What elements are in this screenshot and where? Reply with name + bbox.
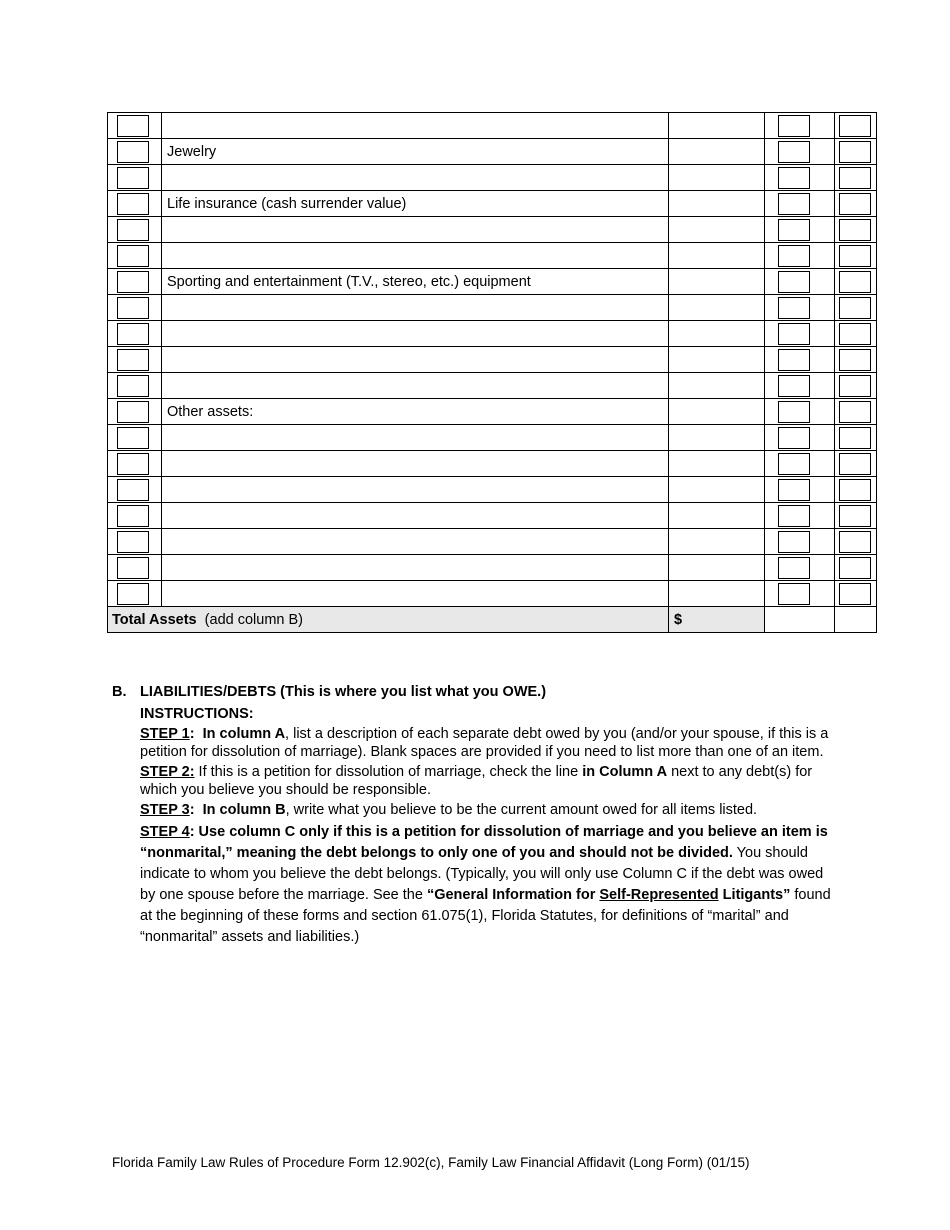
asset-value-field[interactable]: [669, 477, 765, 503]
column-c-checkbox-1[interactable]: [778, 349, 810, 371]
column-c-wife-cell: [835, 191, 877, 217]
column-a-checkbox[interactable]: [117, 167, 149, 189]
column-c-checkbox-1[interactable]: [778, 219, 810, 241]
column-c-wife-cell: [835, 529, 877, 555]
column-c-checkbox-2[interactable]: [839, 531, 871, 553]
asset-row: [108, 295, 877, 321]
asset-value-field[interactable]: [669, 425, 765, 451]
asset-value-field[interactable]: [669, 191, 765, 217]
column-c-husband-cell: [765, 373, 835, 399]
asset-description[interactable]: [162, 425, 669, 451]
column-c-husband-cell: [765, 555, 835, 581]
total-assets-value[interactable]: $: [669, 607, 765, 633]
column-c-husband-cell: [765, 321, 835, 347]
column-c-wife-cell: [835, 165, 877, 191]
asset-row: [108, 477, 877, 503]
column-c-checkbox-2[interactable]: [839, 505, 871, 527]
asset-row: [108, 503, 877, 529]
column-c-wife-cell: [835, 555, 877, 581]
column-c-husband-cell: [765, 477, 835, 503]
step-4: STEP 4: Use column C only if this is a petition for dissolution of marriage and you believe an item is “nonmarital,” meaning the debt belongs to only one of you and should not be divided. You should indicate to whom you believe the debt belongs. (Typically, you will only use Column C if the debt was owed by one spouse before the marriage. See the “General Information for Self-Represented Litigants” found at the beginning of these forms and section 61.075(1), Florida Statutes, for definitions of “marital” and “nonmarital” assets and liabilities.): [140, 824, 831, 945]
column-c-husband-cell: [765, 113, 835, 139]
column-a-checkbox[interactable]: [117, 349, 149, 371]
column-a-cell: [108, 503, 162, 529]
column-c-checkbox-2[interactable]: [839, 115, 871, 137]
column-a-checkbox[interactable]: [117, 323, 149, 345]
asset-description[interactable]: [162, 555, 669, 581]
column-a-cell: [108, 165, 162, 191]
asset-row: [108, 139, 877, 165]
column-a-cell: [108, 399, 162, 425]
column-c-checkbox-1[interactable]: [778, 479, 810, 501]
column-c-wife-cell: [835, 347, 877, 373]
asset-row: [108, 555, 877, 581]
column-a-checkbox[interactable]: [117, 193, 149, 215]
asset-row: [108, 425, 877, 451]
total-col-c2: [835, 607, 877, 633]
column-a-checkbox[interactable]: [117, 245, 149, 267]
column-a-cell: [108, 373, 162, 399]
asset-value-field[interactable]: [669, 321, 765, 347]
asset-description[interactable]: [162, 321, 669, 347]
asset-row: [108, 581, 877, 607]
column-a-checkbox[interactable]: [117, 479, 149, 501]
column-a-checkbox[interactable]: [117, 505, 149, 527]
column-c-checkbox-1[interactable]: [778, 141, 810, 163]
column-a-cell: [108, 529, 162, 555]
column-a-cell: [108, 451, 162, 477]
column-c-checkbox-1[interactable]: [778, 245, 810, 267]
asset-value-field[interactable]: [669, 399, 765, 425]
column-c-checkbox-2[interactable]: [839, 219, 871, 241]
column-a-checkbox[interactable]: [117, 271, 149, 293]
column-c-wife-cell: [835, 503, 877, 529]
asset-description[interactable]: [162, 165, 669, 191]
column-c-wife-cell: [835, 425, 877, 451]
asset-row: [108, 451, 877, 477]
asset-description[interactable]: [162, 217, 669, 243]
step-3: STEP 3: In column B, write what you believe to be the current amount owed for all items listed.: [140, 802, 758, 818]
column-c-wife-cell: [835, 477, 877, 503]
asset-row: [108, 217, 877, 243]
column-a-checkbox[interactable]: [117, 427, 149, 449]
column-c-checkbox-2[interactable]: [839, 245, 871, 267]
column-c-wife-cell: [835, 139, 877, 165]
column-a-checkbox[interactable]: [117, 115, 149, 137]
column-a-checkbox[interactable]: [117, 375, 149, 397]
column-c-checkbox-1[interactable]: [778, 557, 810, 579]
column-a-checkbox[interactable]: [117, 219, 149, 241]
column-c-wife-cell: [835, 243, 877, 269]
column-c-checkbox-2[interactable]: [839, 583, 871, 605]
column-c-checkbox-2[interactable]: [839, 479, 871, 501]
column-c-checkbox-1[interactable]: [778, 531, 810, 553]
asset-value-field[interactable]: [669, 139, 765, 165]
column-a-checkbox[interactable]: [117, 401, 149, 423]
column-c-checkbox-1[interactable]: [778, 505, 810, 527]
assets-table: [107, 112, 877, 633]
column-c-husband-cell: [765, 165, 835, 191]
total-col-c1: [765, 607, 835, 633]
column-a-cell: [108, 269, 162, 295]
page-footer: Florida Family Law Rules of Procedure Form 12.902(c), Family Law Financial Affidavit (Long Form) (01/15): [112, 1155, 750, 1170]
asset-value-field[interactable]: [669, 581, 765, 607]
asset-row: [108, 165, 877, 191]
asset-value-field[interactable]: [669, 373, 765, 399]
column-c-checkbox-2[interactable]: [839, 297, 871, 319]
column-c-husband-cell: [765, 269, 835, 295]
column-a-cell: [108, 477, 162, 503]
column-a-cell: [108, 139, 162, 165]
column-a-checkbox[interactable]: [117, 453, 149, 475]
assets-table-body: [108, 113, 877, 607]
asset-row: [108, 347, 877, 373]
asset-description[interactable]: [162, 113, 669, 139]
asset-description[interactable]: Other assets:: [162, 399, 669, 425]
asset-value-field[interactable]: [669, 113, 765, 139]
asset-value-field[interactable]: [669, 295, 765, 321]
column-c-husband-cell: [765, 503, 835, 529]
column-a-cell: [108, 217, 162, 243]
column-a-cell: [108, 581, 162, 607]
column-a-cell: [108, 321, 162, 347]
column-a-checkbox[interactable]: [117, 531, 149, 553]
column-c-checkbox-1[interactable]: [778, 453, 810, 475]
column-c-husband-cell: [765, 191, 835, 217]
column-c-wife-cell: [835, 269, 877, 295]
column-a-checkbox[interactable]: [117, 583, 149, 605]
column-c-husband-cell: [765, 451, 835, 477]
section-b-liabilities: [112, 683, 842, 948]
asset-value-field[interactable]: [669, 503, 765, 529]
column-c-husband-cell: [765, 399, 835, 425]
asset-row: [108, 399, 877, 425]
column-c-checkbox-2[interactable]: [839, 375, 871, 397]
asset-description[interactable]: [162, 451, 669, 477]
asset-value-field[interactable]: [669, 269, 765, 295]
column-c-wife-cell: [835, 399, 877, 425]
column-c-checkbox-1[interactable]: [778, 427, 810, 449]
column-c-wife-cell: [835, 373, 877, 399]
asset-description[interactable]: [162, 529, 669, 555]
column-a-cell: [108, 347, 162, 373]
asset-description[interactable]: [162, 477, 669, 503]
column-c-checkbox-1[interactable]: [778, 401, 810, 423]
column-c-checkbox-2[interactable]: [839, 427, 871, 449]
asset-row: [108, 113, 877, 139]
column-c-husband-cell: [765, 243, 835, 269]
column-c-husband-cell: [765, 139, 835, 165]
asset-value-field[interactable]: [669, 347, 765, 373]
column-c-checkbox-1[interactable]: [778, 375, 810, 397]
asset-row: [108, 529, 877, 555]
column-c-wife-cell: [835, 295, 877, 321]
column-a-cell: [108, 243, 162, 269]
column-c-checkbox-2[interactable]: [839, 167, 871, 189]
asset-description[interactable]: [162, 347, 669, 373]
column-c-checkbox-2[interactable]: [839, 193, 871, 215]
column-c-checkbox-1[interactable]: [778, 271, 810, 293]
column-c-husband-cell: [765, 529, 835, 555]
column-c-checkbox-1[interactable]: [778, 193, 810, 215]
asset-value-field[interactable]: [669, 165, 765, 191]
total-assets-row: [108, 607, 877, 633]
step-1: STEP 1: In column A, list a description of each separate debt owed by you (and/or your spouse, if this is a petition for dissolution of marriage). Blank spaces are provided if you need to list more than one of an item.: [140, 726, 829, 760]
column-c-wife-cell: [835, 451, 877, 477]
column-c-checkbox-1[interactable]: [778, 167, 810, 189]
column-c-wife-cell: [835, 321, 877, 347]
column-c-checkbox-1[interactable]: [778, 115, 810, 137]
column-c-husband-cell: [765, 581, 835, 607]
asset-description[interactable]: Sporting and entertainment (T.V., stereo, etc.) equipment: [162, 269, 669, 295]
column-c-checkbox-2[interactable]: [839, 349, 871, 371]
asset-value-field[interactable]: [669, 555, 765, 581]
column-a-cell: [108, 295, 162, 321]
section-b-heading: B. LIABILITIES/DEBTS (This is where you list what you OWE.): [112, 684, 547, 700]
asset-description[interactable]: [162, 243, 669, 269]
asset-row: [108, 243, 877, 269]
column-c-checkbox-2[interactable]: [839, 557, 871, 579]
column-c-checkbox-1[interactable]: [778, 323, 810, 345]
asset-row: [108, 321, 877, 347]
asset-description[interactable]: [162, 503, 669, 529]
column-c-husband-cell: [765, 425, 835, 451]
asset-description[interactable]: Life insurance (cash surrender value): [162, 191, 669, 217]
instructions-heading: INSTRUCTIONS:: [140, 706, 254, 722]
asset-description[interactable]: Jewelry: [162, 139, 669, 165]
asset-row: [108, 373, 877, 399]
column-c-checkbox-1[interactable]: [778, 297, 810, 319]
asset-description[interactable]: [162, 373, 669, 399]
column-c-wife-cell: [835, 581, 877, 607]
asset-value-field[interactable]: [669, 243, 765, 269]
column-a-cell: [108, 425, 162, 451]
asset-row: [108, 191, 877, 217]
column-c-checkbox-1[interactable]: [778, 583, 810, 605]
column-c-husband-cell: [765, 295, 835, 321]
step-2: STEP 2: If this is a petition for dissolution of marriage, check the line in Column A next to any debt(s) for which you believe you should be responsible.: [140, 764, 813, 798]
column-c-wife-cell: [835, 217, 877, 243]
column-c-checkbox-2[interactable]: [839, 271, 871, 293]
column-a-cell: [108, 191, 162, 217]
asset-value-field[interactable]: [669, 451, 765, 477]
column-c-checkbox-2[interactable]: [839, 323, 871, 345]
column-c-husband-cell: [765, 347, 835, 373]
column-a-checkbox[interactable]: [117, 141, 149, 163]
column-c-checkbox-2[interactable]: [839, 401, 871, 423]
asset-description[interactable]: [162, 581, 669, 607]
column-a-cell: [108, 555, 162, 581]
column-c-wife-cell: [835, 113, 877, 139]
asset-row: [108, 269, 877, 295]
asset-value-field[interactable]: [669, 217, 765, 243]
column-a-checkbox[interactable]: [117, 297, 149, 319]
column-c-husband-cell: [765, 217, 835, 243]
column-c-checkbox-2[interactable]: [839, 453, 871, 475]
column-a-checkbox[interactable]: [117, 557, 149, 579]
column-c-checkbox-2[interactable]: [839, 141, 871, 163]
asset-description[interactable]: [162, 295, 669, 321]
asset-value-field[interactable]: [669, 529, 765, 555]
total-assets-label: Total Assets (add column B): [108, 607, 669, 633]
column-a-cell: [108, 113, 162, 139]
